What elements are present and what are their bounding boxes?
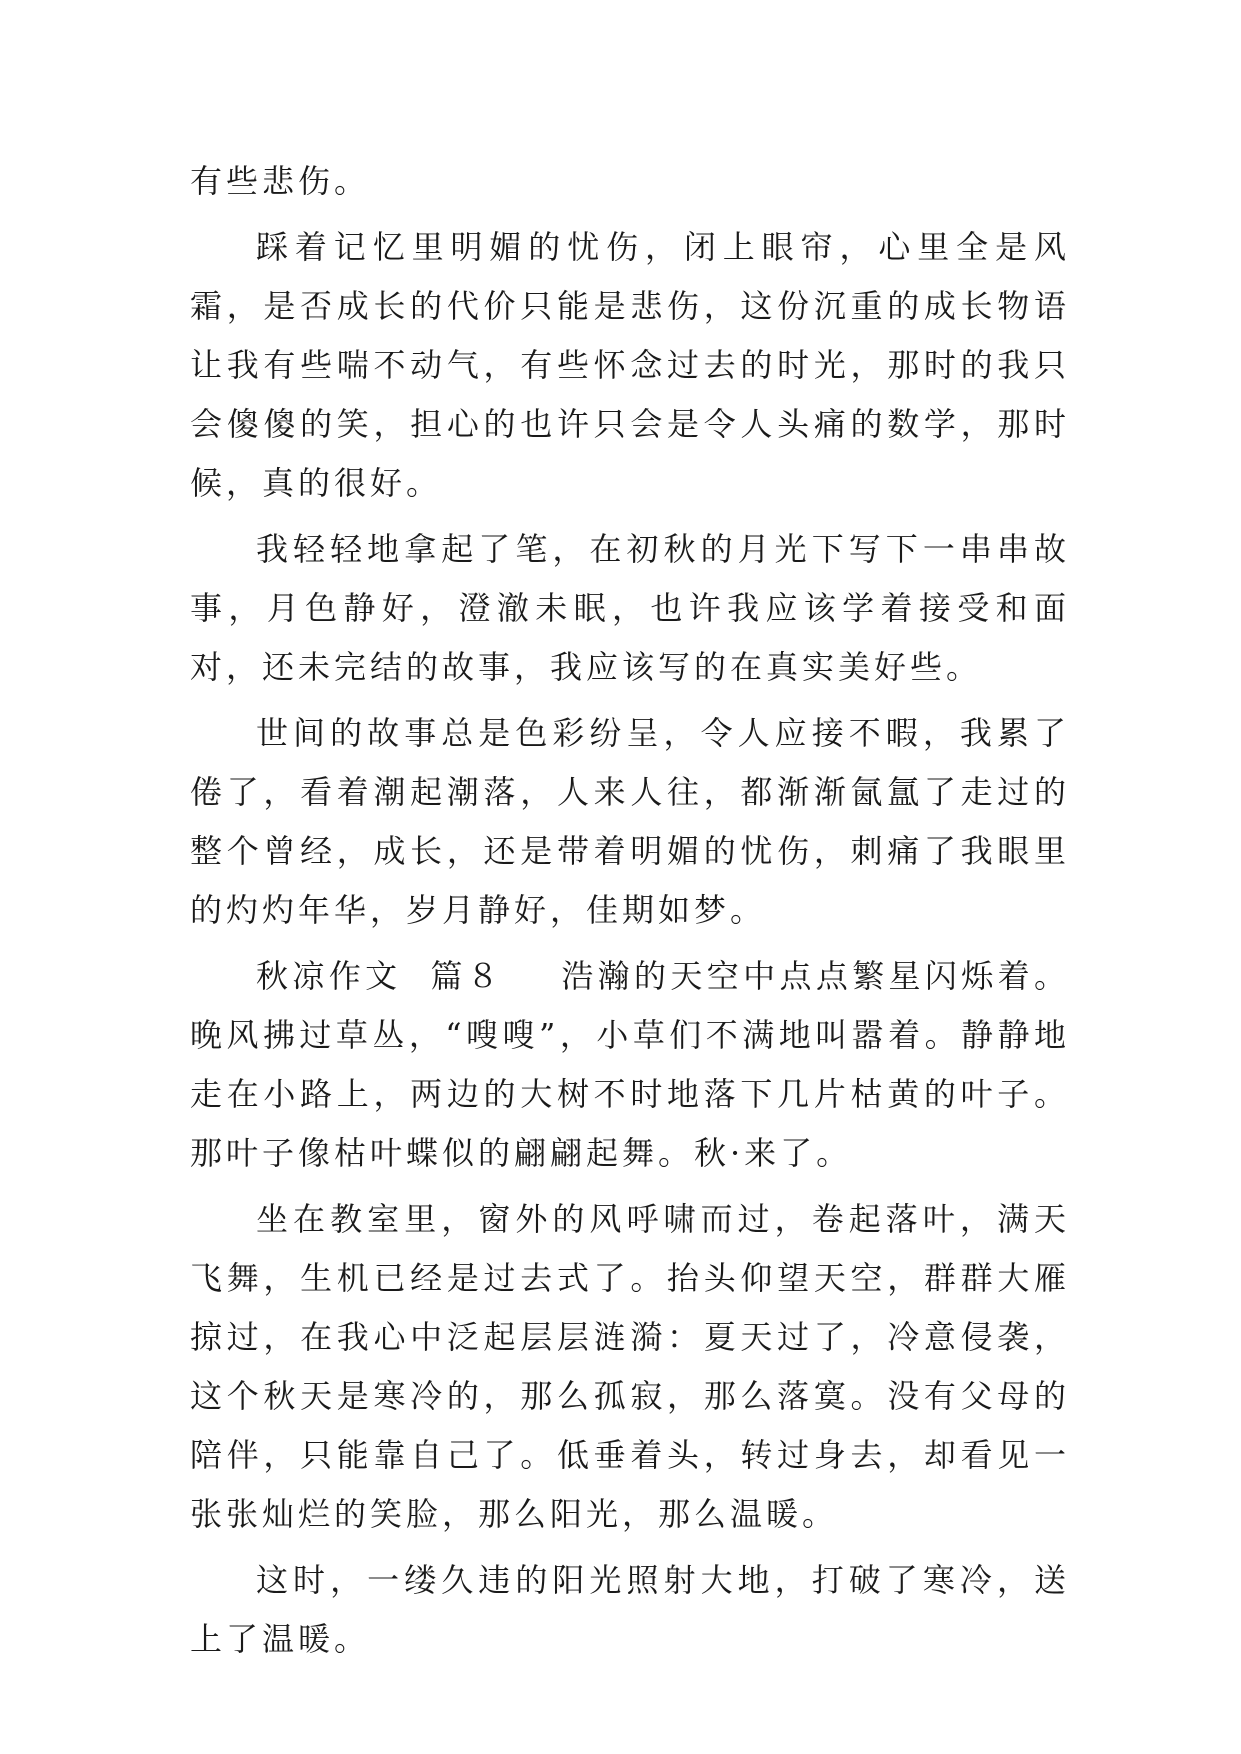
- paragraph-2: 踩着记忆里明媚的忧伤，闭上眼帘，心里全是风霜，是否成长的代价只能是悲伤，这份沉重的成长物语让我有些喘不动气，有些怀念过去的时光，那时的我只会傻傻的笑，担心的也许只会是令人头痛的数学，那时候，真的很好。: [190, 228, 1070, 502]
- paragraph-1: 有些悲伤。: [190, 162, 371, 200]
- paragraph-7: 这时，一缕久违的阳光照射大地，打破了寒冷，送上了温暖。: [190, 1561, 1070, 1658]
- paragraph-3: 我轻轻地拿起了笔，在初秋的月光下写下一串串故事，月色静好，澄澈未眠，也许我应该学着接受和面对，还未完结的故事，我应该写的在真实美好些。: [190, 530, 1070, 686]
- document-body: [190, 152, 1070, 1676]
- paragraph-6: 坐在教室里，窗外的风呼啸而过，卷起落叶，满天飞舞，生机已经是过去式了。抬头仰望天空，群群大雁掠过，在我心中泛起层层涟漪：夏天过了，冷意侵袭，这个秋天是寒冷的，那么孤寂，那么落寞。没有父母的陪伴，只能靠自己了。低垂着头，转过身去，却看见一张张灿烂的笑脸，那么阳光，那么温暖。: [190, 1200, 1070, 1533]
- paragraph-4: 世间的故事总是色彩纷呈，令人应接不暇，我累了倦了，看着潮起潮落，人来人往，都渐渐氤氲了走过的整个曾经，成长，还是带着明媚的忧伤，刺痛了我眼里的灼灼年华，岁月静好，佳期如梦。: [190, 714, 1070, 929]
- paragraph-5: 秋凉作文 篇８ 浩瀚的天空中点点繁星闪烁着。晚风拂过草丛，“嗖嗖”，小草们不满地叫嚣着。静静地走在小路上，两边的大树不时地落下几片枯黄的叶子。那叶子像枯叶蝶似的翩翩起舞。秋·来了。: [190, 957, 1070, 1172]
